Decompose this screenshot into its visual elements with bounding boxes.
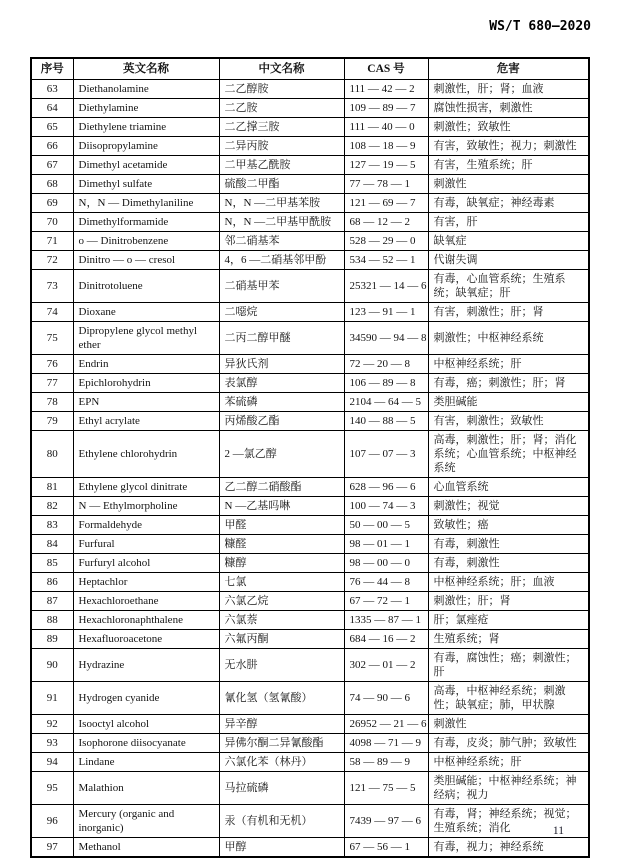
hazard-cell: 代谢失调 [428, 251, 589, 270]
hazard-cell: 腐蚀性损害，刺激性 [428, 99, 589, 118]
cas-number-cell: 106 — 89 — 8 [344, 374, 428, 393]
column-header-hazard: 危害 [428, 58, 589, 80]
cas-number-cell: 121 — 69 — 7 [344, 194, 428, 213]
row-number: 71 [31, 232, 73, 251]
hazard-cell: 肝；氯痤疮 [428, 611, 589, 630]
table-row [31, 630, 589, 649]
hazard-cell: 生殖系统；肾 [428, 630, 589, 649]
hazard-cell: 刺激性；中枢神经系统 [428, 322, 589, 355]
english-name-cell: N，N — Dimethylaniline [73, 194, 219, 213]
chinese-name-cell: N —乙基吗啉 [219, 497, 344, 516]
english-name-cell: Furfural [73, 535, 219, 554]
row-number: 79 [31, 412, 73, 431]
row-number: 66 [31, 137, 73, 156]
cas-number-cell: 98 — 00 — 0 [344, 554, 428, 573]
table-row [31, 251, 589, 270]
row-number: 96 [31, 805, 73, 838]
hazard-cell: 高毒，中枢神经系统；刺激性；缺氧症；肺，甲状腺 [428, 682, 589, 715]
cas-number-cell: 684 — 16 — 2 [344, 630, 428, 649]
hazard-cell: 有害，致敏性；视力；刺激性 [428, 137, 589, 156]
column-header-chinese-name: 中文名称 [219, 58, 344, 80]
hazard-cell: 类胆碱能；中枢神经系统；神经病；视力 [428, 772, 589, 805]
row-number: 69 [31, 194, 73, 213]
english-name-cell: Methanol [73, 838, 219, 858]
row-number: 78 [31, 393, 73, 412]
table-row [31, 355, 589, 374]
english-name-cell: Endrin [73, 355, 219, 374]
chinese-name-cell: N，N —二甲基甲酰胺 [219, 213, 344, 232]
chinese-name-cell: 乙二醇二硝酸酯 [219, 478, 344, 497]
cas-number-cell: 7439 — 97 — 6 [344, 805, 428, 838]
cas-number-cell: 628 — 96 — 6 [344, 478, 428, 497]
table-row [31, 838, 589, 858]
hazard-cell: 刺激性；致敏性 [428, 118, 589, 137]
chinese-name-cell: 二异丙胺 [219, 137, 344, 156]
hazard-cell: 有害，刺激性；肝；肾 [428, 303, 589, 322]
english-name-cell: Formaldehyde [73, 516, 219, 535]
cas-number-cell: 58 — 89 — 9 [344, 753, 428, 772]
hazard-cell: 有害，肝 [428, 213, 589, 232]
table-row [31, 232, 589, 251]
hazard-cell: 有毒，刺激性 [428, 535, 589, 554]
english-name-cell: Dioxane [73, 303, 219, 322]
english-name-cell: Ethyl acrylate [73, 412, 219, 431]
english-name-cell: Dinitro — o — cresol [73, 251, 219, 270]
column-header-number: 序号 [31, 58, 73, 80]
hazard-cell: 中枢神经系统；肝 [428, 355, 589, 374]
row-number: 93 [31, 734, 73, 753]
column-header-cas-number: CAS 号 [344, 58, 428, 80]
english-name-cell: EPN [73, 393, 219, 412]
chinese-name-cell: 4，6 —二硝基邻甲酚 [219, 251, 344, 270]
hazard-cell: 致敏性；癌 [428, 516, 589, 535]
table-row [31, 393, 589, 412]
table-row [31, 516, 589, 535]
cas-number-cell: 121 — 75 — 5 [344, 772, 428, 805]
table-row [31, 431, 589, 478]
chinese-name-cell: 六氯萘 [219, 611, 344, 630]
cas-number-cell: 76 — 44 — 8 [344, 573, 428, 592]
row-number: 80 [31, 431, 73, 478]
chinese-name-cell: 2 —氯乙醇 [219, 431, 344, 478]
row-number: 64 [31, 99, 73, 118]
chinese-name-cell: 糠醛 [219, 535, 344, 554]
table-row [31, 734, 589, 753]
english-name-cell: Dimethyl acetamide [73, 156, 219, 175]
hazard-cell: 心血管系统 [428, 478, 589, 497]
table-row [31, 374, 589, 393]
chinese-name-cell: 氰化氢（氢氰酸） [219, 682, 344, 715]
hazard-cell: 缺氧症 [428, 232, 589, 251]
chinese-name-cell: 糠醇 [219, 554, 344, 573]
row-number: 90 [31, 649, 73, 682]
chinese-name-cell: 二丙二醇甲醚 [219, 322, 344, 355]
cas-number-cell: 127 — 19 — 5 [344, 156, 428, 175]
row-number: 91 [31, 682, 73, 715]
chinese-name-cell: 二乙醇胺 [219, 80, 344, 99]
chinese-name-cell: 二乙胺 [219, 99, 344, 118]
english-name-cell: Isophorone diisocyanate [73, 734, 219, 753]
row-number: 88 [31, 611, 73, 630]
row-number: 77 [31, 374, 73, 393]
chinese-name-cell: 苯硫磷 [219, 393, 344, 412]
cas-number-cell: 72 — 20 — 8 [344, 355, 428, 374]
english-name-cell: Hexachloroethane [73, 592, 219, 611]
row-number: 73 [31, 270, 73, 303]
hazard-cell: 中枢神经系统；肝；血液 [428, 573, 589, 592]
table-row [31, 322, 589, 355]
page-number: 11 [552, 825, 564, 837]
hazard-cell: 有害，生殖系统；肝 [428, 156, 589, 175]
table-row [31, 118, 589, 137]
english-name-cell: Lindane [73, 753, 219, 772]
cas-number-cell: 109 — 89 — 7 [344, 99, 428, 118]
english-name-cell: Hydrazine [73, 649, 219, 682]
hazard-cell: 有毒，刺激性 [428, 554, 589, 573]
cas-number-cell: 140 — 88 — 5 [344, 412, 428, 431]
english-name-cell: Dimethylformamide [73, 213, 219, 232]
column-header-english-name: 英文名称 [73, 58, 219, 80]
table-row [31, 715, 589, 734]
chinese-name-cell: 七氯 [219, 573, 344, 592]
row-number: 86 [31, 573, 73, 592]
cas-number-cell: 111 — 40 — 0 [344, 118, 428, 137]
row-number: 67 [31, 156, 73, 175]
chinese-name-cell: 丙烯酸乙酯 [219, 412, 344, 431]
cas-number-cell: 123 — 91 — 1 [344, 303, 428, 322]
table-row [31, 156, 589, 175]
cas-number-cell: 100 — 74 — 3 [344, 497, 428, 516]
hazard-cell: 高毒，刺激性；肝；肾；消化系统；心血管系统；中枢神经系统 [428, 431, 589, 478]
row-number: 72 [31, 251, 73, 270]
row-number: 70 [31, 213, 73, 232]
row-number: 68 [31, 175, 73, 194]
cas-number-cell: 67 — 56 — 1 [344, 838, 428, 858]
cas-number-cell: 26952 — 21 — 6 [344, 715, 428, 734]
hazard-cell: 刺激性，肝；肾；血液 [428, 80, 589, 99]
table-row [31, 213, 589, 232]
chinese-name-cell: 甲醇 [219, 838, 344, 858]
cas-number-cell: 111 — 42 — 2 [344, 80, 428, 99]
row-number: 63 [31, 80, 73, 99]
row-number: 75 [31, 322, 73, 355]
cas-number-cell: 107 — 07 — 3 [344, 431, 428, 478]
cas-number-cell: 34590 — 94 — 8 [344, 322, 428, 355]
chinese-name-cell: 二甲基乙酰胺 [219, 156, 344, 175]
row-number: 81 [31, 478, 73, 497]
english-name-cell: Dinitrotoluene [73, 270, 219, 303]
english-name-cell: Mercury (organic and inorganic) [73, 805, 219, 838]
chinese-name-cell: N，N —二甲基苯胺 [219, 194, 344, 213]
english-name-cell: Ethylene chlorohydrin [73, 431, 219, 478]
english-name-cell: Hexachloronaphthalene [73, 611, 219, 630]
hazard-cell: 有毒，视力；神经系统 [428, 838, 589, 858]
english-name-cell: Diethanolamine [73, 80, 219, 99]
english-name-cell: Ethylene glycol dinitrate [73, 478, 219, 497]
cas-number-cell: 67 — 72 — 1 [344, 592, 428, 611]
english-name-cell: Dimethyl sulfate [73, 175, 219, 194]
chinese-name-cell: 汞（有机和无机） [219, 805, 344, 838]
english-name-cell: Isooctyl alcohol [73, 715, 219, 734]
cas-number-cell: 74 — 90 — 6 [344, 682, 428, 715]
cas-number-cell: 68 — 12 — 2 [344, 213, 428, 232]
cas-number-cell: 108 — 18 — 9 [344, 137, 428, 156]
chemical-hazard-table [30, 57, 590, 858]
row-number: 84 [31, 535, 73, 554]
chinese-name-cell: 邻二硝基苯 [219, 232, 344, 251]
table-row [31, 137, 589, 156]
chinese-name-cell: 异佛尔酮二异氰酸酯 [219, 734, 344, 753]
hazard-cell: 中枢神经系统；肝 [428, 753, 589, 772]
chinese-name-cell: 六氟丙酮 [219, 630, 344, 649]
table-row [31, 554, 589, 573]
table-row [31, 772, 589, 805]
chinese-name-cell: 无水肼 [219, 649, 344, 682]
chinese-name-cell: 表氯醇 [219, 374, 344, 393]
chinese-name-cell: 二噁烷 [219, 303, 344, 322]
hazard-cell: 有害，刺激性；致敏性 [428, 412, 589, 431]
row-number: 65 [31, 118, 73, 137]
row-number: 83 [31, 516, 73, 535]
table-row [31, 303, 589, 322]
cas-number-cell: 528 — 29 — 0 [344, 232, 428, 251]
english-name-cell: Diethylamine [73, 99, 219, 118]
row-number: 95 [31, 772, 73, 805]
hazard-cell: 有毒，缺氧症；神经毒素 [428, 194, 589, 213]
row-number: 94 [31, 753, 73, 772]
chinese-name-cell: 异狄氏剂 [219, 355, 344, 374]
table-row [31, 535, 589, 554]
table-row [31, 175, 589, 194]
table-row [31, 99, 589, 118]
hazard-cell: 类胆碱能 [428, 393, 589, 412]
row-number: 89 [31, 630, 73, 649]
table-row [31, 682, 589, 715]
cas-number-cell: 534 — 52 — 1 [344, 251, 428, 270]
table-row [31, 611, 589, 630]
chinese-name-cell: 六氯乙烷 [219, 592, 344, 611]
table-row [31, 497, 589, 516]
row-number: 74 [31, 303, 73, 322]
hazard-cell: 有毒，心血管系统；生殖系统；缺氧症；肝 [428, 270, 589, 303]
hazard-cell: 刺激性 [428, 715, 589, 734]
row-number: 85 [31, 554, 73, 573]
table-row [31, 80, 589, 99]
table-header-row [31, 58, 589, 80]
table-row [31, 412, 589, 431]
table-row [31, 649, 589, 682]
english-name-cell: N — Ethylmorpholine [73, 497, 219, 516]
english-name-cell: Epichlorohydrin [73, 374, 219, 393]
english-name-cell: Malathion [73, 772, 219, 805]
chemical-table-body [31, 80, 589, 858]
table-row [31, 194, 589, 213]
english-name-cell: Hydrogen cyanide [73, 682, 219, 715]
cas-number-cell: 302 — 01 — 2 [344, 649, 428, 682]
table-row [31, 270, 589, 303]
standard-code: WS/T 680—2020 [489, 19, 591, 34]
hazard-cell: 有毒，癌；刺激性；肝；肾 [428, 374, 589, 393]
chinese-name-cell: 二硝基甲苯 [219, 270, 344, 303]
chinese-name-cell: 马拉硫磷 [219, 772, 344, 805]
chinese-name-cell: 异辛醇 [219, 715, 344, 734]
hazard-cell: 刺激性；肝；肾 [428, 592, 589, 611]
english-name-cell: Heptachlor [73, 573, 219, 592]
hazard-cell: 刺激性；视觉 [428, 497, 589, 516]
cas-number-cell: 1335 — 87 — 1 [344, 611, 428, 630]
table-row [31, 592, 589, 611]
row-number: 82 [31, 497, 73, 516]
cas-number-cell: 4098 — 71 — 9 [344, 734, 428, 753]
cas-number-cell: 50 — 00 — 5 [344, 516, 428, 535]
table-row [31, 753, 589, 772]
table-row [31, 573, 589, 592]
row-number: 97 [31, 838, 73, 858]
row-number: 76 [31, 355, 73, 374]
cas-number-cell: 25321 — 14 — 6 [344, 270, 428, 303]
table-row [31, 805, 589, 838]
english-name-cell: Diisopropylamine [73, 137, 219, 156]
cas-number-cell: 2104 — 64 — 5 [344, 393, 428, 412]
english-name-cell: Furfuryl alcohol [73, 554, 219, 573]
chinese-name-cell: 二乙撑三胺 [219, 118, 344, 137]
row-number: 87 [31, 592, 73, 611]
hazard-cell: 有毒，腐蚀性；癌；刺激性；肝 [428, 649, 589, 682]
hazard-cell: 有毒，肾；神经系统；视觉；生殖系统；消化 [428, 805, 589, 838]
table-row [31, 478, 589, 497]
chinese-name-cell: 甲醛 [219, 516, 344, 535]
english-name-cell: Diethylene triamine [73, 118, 219, 137]
row-number: 92 [31, 715, 73, 734]
hazard-cell: 有毒，皮炎；肺气肿；致敏性 [428, 734, 589, 753]
chinese-name-cell: 硫酸二甲酯 [219, 175, 344, 194]
hazard-cell: 刺激性 [428, 175, 589, 194]
cas-number-cell: 77 — 78 — 1 [344, 175, 428, 194]
chinese-name-cell: 六氯化苯（林丹） [219, 753, 344, 772]
cas-number-cell: 98 — 01 — 1 [344, 535, 428, 554]
english-name-cell: Dipropylene glycol methyl ether [73, 322, 219, 355]
english-name-cell: o — Dinitrobenzene [73, 232, 219, 251]
english-name-cell: Hexafluoroacetone [73, 630, 219, 649]
